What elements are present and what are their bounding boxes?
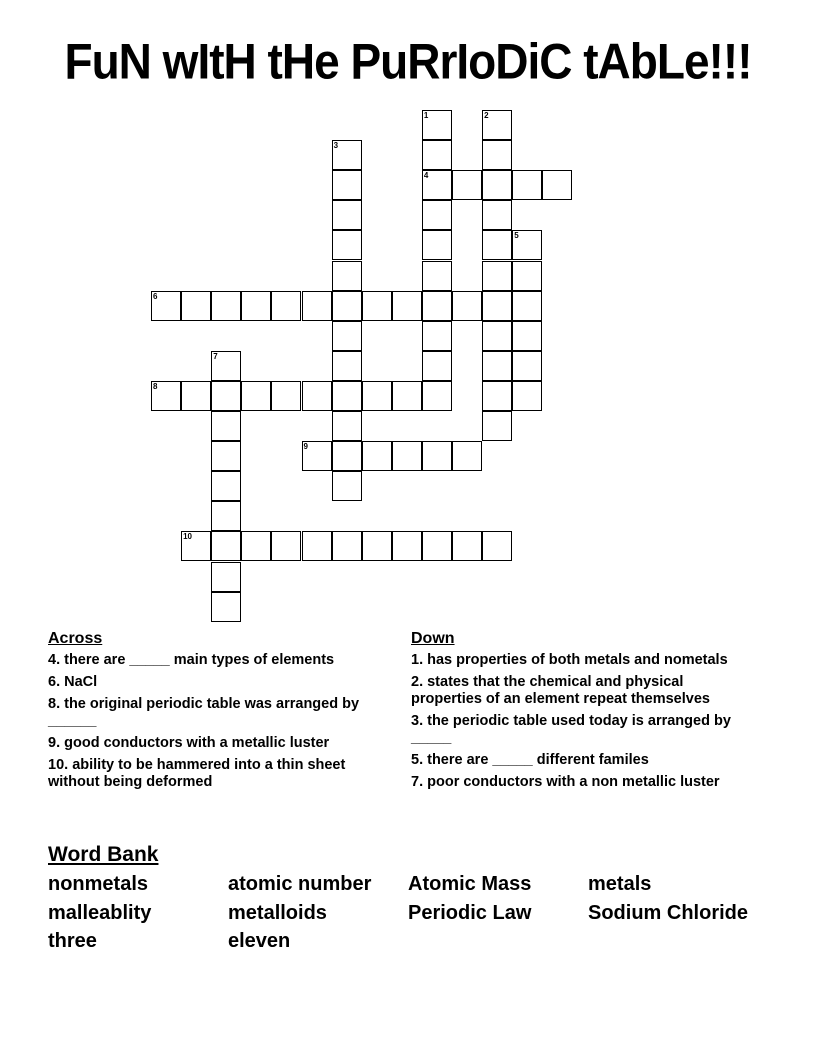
clue-num: 10. xyxy=(48,757,69,773)
crossword-cell[interactable] xyxy=(392,381,422,411)
clue-num: 1. xyxy=(411,652,424,668)
crossword-cell[interactable] xyxy=(271,531,301,561)
clue-number: 4 xyxy=(423,171,429,181)
clue-num: 2. xyxy=(411,674,424,690)
word-bank-heading: Word Bank xyxy=(48,843,159,866)
crossword-cell[interactable] xyxy=(271,291,301,321)
crossword-cell[interactable] xyxy=(332,230,362,260)
crossword-cell[interactable] xyxy=(482,321,512,351)
crossword-cell[interactable] xyxy=(512,261,542,291)
crossword-cell[interactable] xyxy=(332,321,362,351)
clue-item xyxy=(48,735,393,752)
crossword-cell[interactable] xyxy=(452,441,482,471)
word-bank-item: metalloids xyxy=(228,902,327,924)
clue-num: 9. xyxy=(48,735,61,751)
crossword-cell[interactable] xyxy=(302,531,332,561)
crossword-cell[interactable] xyxy=(422,531,452,561)
clue-text: ability to be hammered into a thin sheet without being deformed xyxy=(48,757,346,790)
crossword-cell[interactable] xyxy=(452,531,482,561)
crossword-cell[interactable] xyxy=(211,381,241,411)
crossword-cell[interactable] xyxy=(332,170,362,200)
crossword-cell[interactable] xyxy=(422,140,452,170)
crossword-cell[interactable] xyxy=(302,441,332,471)
crossword-cell[interactable] xyxy=(422,441,452,471)
crossword-cell[interactable] xyxy=(211,411,241,441)
crossword-cell[interactable] xyxy=(332,291,362,321)
clue-text: states that the chemical and physical properties of an element repeat themselves xyxy=(411,674,710,707)
crossword-cell[interactable] xyxy=(211,592,241,622)
clue-text: there are _____ main types of elements xyxy=(60,652,335,668)
clue-item xyxy=(411,713,756,747)
crossword-cell[interactable] xyxy=(482,351,512,381)
clue-text: has properties of both metals and nometals xyxy=(423,652,728,668)
crossword-cell[interactable] xyxy=(332,531,362,561)
down-heading: Down xyxy=(411,630,455,647)
crossword-cell[interactable] xyxy=(482,411,512,441)
crossword-cell[interactable] xyxy=(422,230,452,260)
crossword-cell[interactable] xyxy=(332,471,362,501)
clue-text: good conductors with a metallic luster xyxy=(60,735,330,751)
crossword-cell[interactable] xyxy=(482,291,512,321)
clue-number: 9 xyxy=(303,442,308,452)
crossword-cell[interactable] xyxy=(211,531,241,561)
crossword-cell[interactable] xyxy=(482,261,512,291)
clue-text: the original periodic table was arranged by ______ xyxy=(48,696,360,729)
clue-item xyxy=(411,652,756,669)
crossword-cell[interactable] xyxy=(332,441,362,471)
clue-text: NaCl xyxy=(60,674,98,690)
clue-number: 6 xyxy=(153,291,158,301)
clue-number: 7 xyxy=(213,351,218,361)
crossword-cell[interactable] xyxy=(332,351,362,381)
crossword-cell[interactable] xyxy=(422,291,452,321)
clue-number: 8 xyxy=(153,381,158,391)
crossword-cell[interactable] xyxy=(211,501,241,531)
down-clues xyxy=(411,652,756,796)
crossword-cell[interactable] xyxy=(482,170,512,200)
crossword-cell[interactable] xyxy=(211,562,241,592)
clue-text: poor conductors with a non metallic luster xyxy=(423,774,720,790)
crossword-cell[interactable] xyxy=(332,140,362,170)
crossword-cell[interactable] xyxy=(482,110,512,140)
clue-num: 5. xyxy=(411,752,424,768)
crossword-cell[interactable] xyxy=(452,170,482,200)
across-clues xyxy=(48,652,393,796)
word-bank-item: atomic number xyxy=(228,873,372,895)
crossword-cell[interactable] xyxy=(392,441,422,471)
across-heading: Across xyxy=(48,630,103,647)
word-bank-item: metals xyxy=(588,873,652,895)
crossword-cell[interactable] xyxy=(482,381,512,411)
page-title: FuN wItH tHe PuRrIoDiC tAbLe!!! xyxy=(64,32,752,90)
crossword-cell[interactable] xyxy=(512,321,542,351)
crossword-cell[interactable] xyxy=(542,170,572,200)
crossword-cell[interactable] xyxy=(422,321,452,351)
crossword-cell[interactable] xyxy=(181,291,211,321)
crossword-cell[interactable] xyxy=(482,200,512,230)
crossword-cell[interactable] xyxy=(512,351,542,381)
crossword-cell[interactable] xyxy=(422,170,452,200)
crossword-cell[interactable] xyxy=(422,200,452,230)
clue-number: 1 xyxy=(423,111,429,120)
clue-item xyxy=(411,774,756,791)
crossword-cell[interactable] xyxy=(512,170,542,200)
crossword-cell[interactable] xyxy=(332,381,362,411)
clue-number: 10 xyxy=(183,532,192,542)
word-bank-item: three xyxy=(48,930,97,952)
crossword-cell[interactable] xyxy=(241,381,271,411)
word-bank-item: Sodium Chloride xyxy=(588,902,748,924)
crossword-cell[interactable] xyxy=(362,291,392,321)
clue-number: 3 xyxy=(333,141,339,151)
clue-num: 6. xyxy=(48,674,61,690)
crossword-cell[interactable] xyxy=(181,381,211,411)
crossword-cell[interactable] xyxy=(512,230,542,260)
crossword-cell[interactable] xyxy=(181,531,211,561)
crossword-cell[interactable] xyxy=(151,291,181,321)
crossword-cell[interactable] xyxy=(362,441,392,471)
crossword-cell[interactable] xyxy=(241,531,271,561)
crossword-cell[interactable] xyxy=(302,291,332,321)
crossword-cell[interactable] xyxy=(302,381,332,411)
crossword-cell[interactable] xyxy=(211,471,241,501)
clue-number: 5 xyxy=(514,231,519,241)
crossword-cell[interactable] xyxy=(332,411,362,441)
clue-item xyxy=(411,674,756,708)
crossword-cell[interactable] xyxy=(332,261,362,291)
crossword-cell[interactable] xyxy=(422,381,452,411)
clue-item xyxy=(48,757,393,791)
crossword-cell[interactable] xyxy=(241,291,271,321)
crossword-cell[interactable] xyxy=(482,140,512,170)
clue-text: the periodic table used today is arranged by _____ xyxy=(411,713,731,746)
clue-item xyxy=(48,652,393,669)
clue-text: there are _____ different familes xyxy=(423,752,649,768)
clue-num: 4. xyxy=(48,652,61,668)
crossword-cell[interactable] xyxy=(211,441,241,471)
word-bank-item: Atomic Mass xyxy=(408,873,532,895)
word-bank-item: malleablity xyxy=(48,902,152,924)
crossword-cell[interactable] xyxy=(482,531,512,561)
crossword-cell[interactable] xyxy=(512,291,542,321)
crossword-cell[interactable] xyxy=(452,291,482,321)
word-bank-item: Periodic Law xyxy=(408,902,532,924)
crossword-cell[interactable] xyxy=(392,531,422,561)
clue-item xyxy=(48,696,393,730)
crossword-cell[interactable] xyxy=(422,351,452,381)
word-bank-item: nonmetals xyxy=(48,873,149,895)
crossword-cell[interactable] xyxy=(362,381,392,411)
clue-num: 3. xyxy=(411,713,424,729)
crossword-cell[interactable] xyxy=(211,351,241,381)
clue-item xyxy=(48,674,393,691)
crossword-cell[interactable] xyxy=(151,381,181,411)
crossword-cell[interactable] xyxy=(392,291,422,321)
crossword-cell[interactable] xyxy=(211,291,241,321)
clue-num: 8. xyxy=(48,696,61,712)
crossword-cell[interactable] xyxy=(332,200,362,230)
crossword-cell[interactable] xyxy=(512,381,542,411)
clue-number: 2 xyxy=(484,111,489,120)
clue-num: 7. xyxy=(411,774,424,790)
clue-item xyxy=(411,752,756,769)
crossword-cell[interactable] xyxy=(422,261,452,291)
crossword-cell[interactable] xyxy=(422,110,452,140)
crossword-cell[interactable] xyxy=(271,381,301,411)
word-bank-item: eleven xyxy=(228,930,291,952)
crossword-cell[interactable] xyxy=(482,230,512,260)
crossword-cell[interactable] xyxy=(362,531,392,561)
